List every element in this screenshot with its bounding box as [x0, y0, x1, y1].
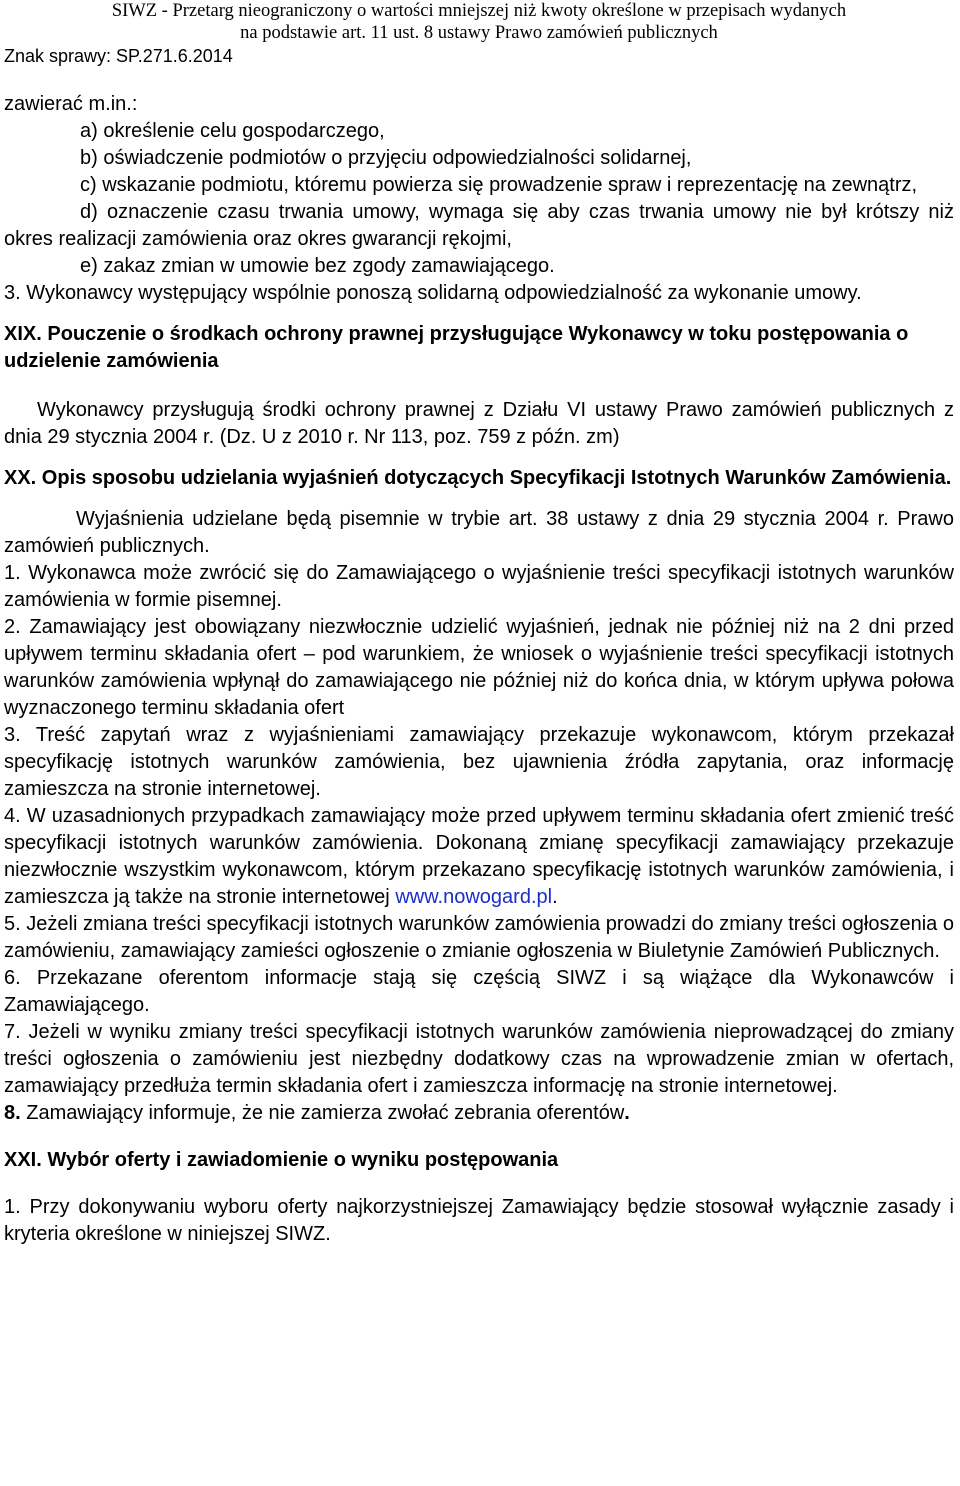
point-8-end: .	[624, 1102, 630, 1124]
section-xx-point-6: 6. Przekazane oferentom informacje stają się częścią SIWZ i są wiążące dla Wykonawców i Zamawiającego.	[4, 967, 954, 1016]
document-body	[4, 91, 954, 1248]
section-xix-body: Wykonawcy przysługują środki ochrony prawnej z Działu VI ustawy Prawo zamówień publicznych z dnia 29 stycznia 2004 r. (Dz. U z 2010 r. Nr 113, poz. 759 z późn. zm)	[4, 399, 954, 448]
list-item-e: e) zakaz zmian w umowie bez zgody zamawiającego.	[80, 255, 555, 277]
point-3: 3. Wykonawcy występujący wspólnie ponoszą solidarną odpowiedzialność za wykonanie umowy.	[4, 282, 862, 304]
section-xx-point-3: 3. Treść zapytań wraz z wyjaśnieniami zamawiający przekazuje wykonawcom, którym przekazał specyfikację istotnych warunków zamówienia, bez ujawnienia źródła zapytania, oraz informację zamieszcza na stronie internetowej.	[4, 724, 954, 800]
section-xx-lead: Wyjaśnienia udzielane będą pisemnie w trybie art. 38 ustawy z dnia 29 stycznia 2004 r. Prawo zamówień publicznych.	[4, 508, 954, 557]
point-8-text: Zamawiający informuje, że nie zamierza zwołać zebrania oferentów	[20, 1102, 625, 1124]
point-8-number: 8.	[4, 1102, 21, 1124]
section-xx-point-4	[4, 803, 954, 911]
section-xxi-point-1: 1. Przy dokonywaniu wyboru oferty najkorzystniejszej Zamawiający będzie stosował wyłącznie zasady i kryteria określone w niniejszej SIWZ.	[4, 1196, 954, 1245]
section-xx-point-7: 7. Jeżeli w wyniku zmiany treści specyfikacji istotnych warunków zamówienia nieprowadzącej do zmiany treści ogłoszenia o zamówieniu jest niezbędny dodatkowy czas na wprowadzenie zmian w ofertach, zamawiający przedłuża termin składania ofert i zamieszcza informację na stronie internetowej.	[4, 1021, 954, 1097]
header-title-line1: SIWZ - Przetarg nieograniczony o wartości mniejszej niż kwoty określone w przepisach wydanych	[111, 1, 847, 21]
section-xx-point-2: 2. Zamawiający jest obowiązany niezwłocznie udzielić wyjaśnień, jednak nie później niż na 2 dni przed upływem terminu składania ofert – pod warunkiem, że wniosek o wyjaśnienie treści specyfikacji istotnych warunków zamówienia wpłynął do zamawiającego nie później niż do końca dnia, w którym upływa połowa wyznaczonego terminu składania ofert	[4, 616, 954, 719]
section-xxi-title: XXI. Wybór oferty i zawiadomienie o wyniku postępowania	[4, 1149, 559, 1171]
list-item-d: d) oznaczenie czasu trwania umowy, wymaga się aby czas trwania umowy nie był krótszy niż okres realizacji zamówienia oraz okres gwarancji rękojmi,	[4, 201, 954, 250]
list-item-a: a) określenie celu gospodarczego,	[80, 120, 385, 142]
header-title-line2: na podstawie art. 11 ust. 8 ustawy Prawo zamówień publicznych	[240, 23, 718, 43]
section-xx-point-5: 5. Jeżeli zmiana treści specyfikacji istotnych warunków zamówienia prowadzi do zmiany treści ogłoszenia o zamówieniu, zamawiający zamieści ogłoszenie o zmianie ogłoszenia w Biuletynie Zamówień Publicznych.	[4, 913, 954, 962]
list-item-c: c) wskazanie podmiotu, któremu powierza się prowadzenie spraw i reprezentację na zewnątrz,	[80, 174, 918, 196]
section-xix-title: XIX. Pouczenie o środkach ochrony prawnej przysługujące Wykonawcy w toku postępowania o udzielenie zamówienia	[4, 323, 909, 372]
point-4-text: 4. W uzasadnionych przypadkach zamawiający może przed upływem terminu składania ofert zmienić treść specyfikacji istotnych warunków zamówienia. Dokonaną zmianę specyfikacji zamawiający przekazuje niezwłocznie wszystkim wykonawcom, którym przekazano specyfikację istotnych warunków zamówienia, i zamieszcza ją także na stronie internetowej	[4, 805, 954, 908]
intro-text: zawierać m.in.:	[4, 93, 138, 115]
case-number: Znak sprawy: SP.271.6.2014	[4, 46, 233, 66]
section-xx-point-8	[4, 1100, 954, 1127]
website-link[interactable]: www.nowogard.pl	[395, 886, 553, 908]
section-xx-point-1: 1. Wykonawca może zwrócić się do Zamawiającego o wyjaśnienie treści specyfikacji istotnych warunków zamówienia w formie pisemnej.	[4, 562, 954, 611]
list-item-b: b) oświadczenie podmiotów o przyjęciu odpowiedzialności solidarnej,	[80, 147, 692, 169]
point-4-end: .	[552, 886, 558, 908]
section-xx-title: XX. Opis sposobu udzielania wyjaśnień dotyczących Specyfikacji Istotnych Warunków Zamówienia.	[4, 467, 952, 489]
